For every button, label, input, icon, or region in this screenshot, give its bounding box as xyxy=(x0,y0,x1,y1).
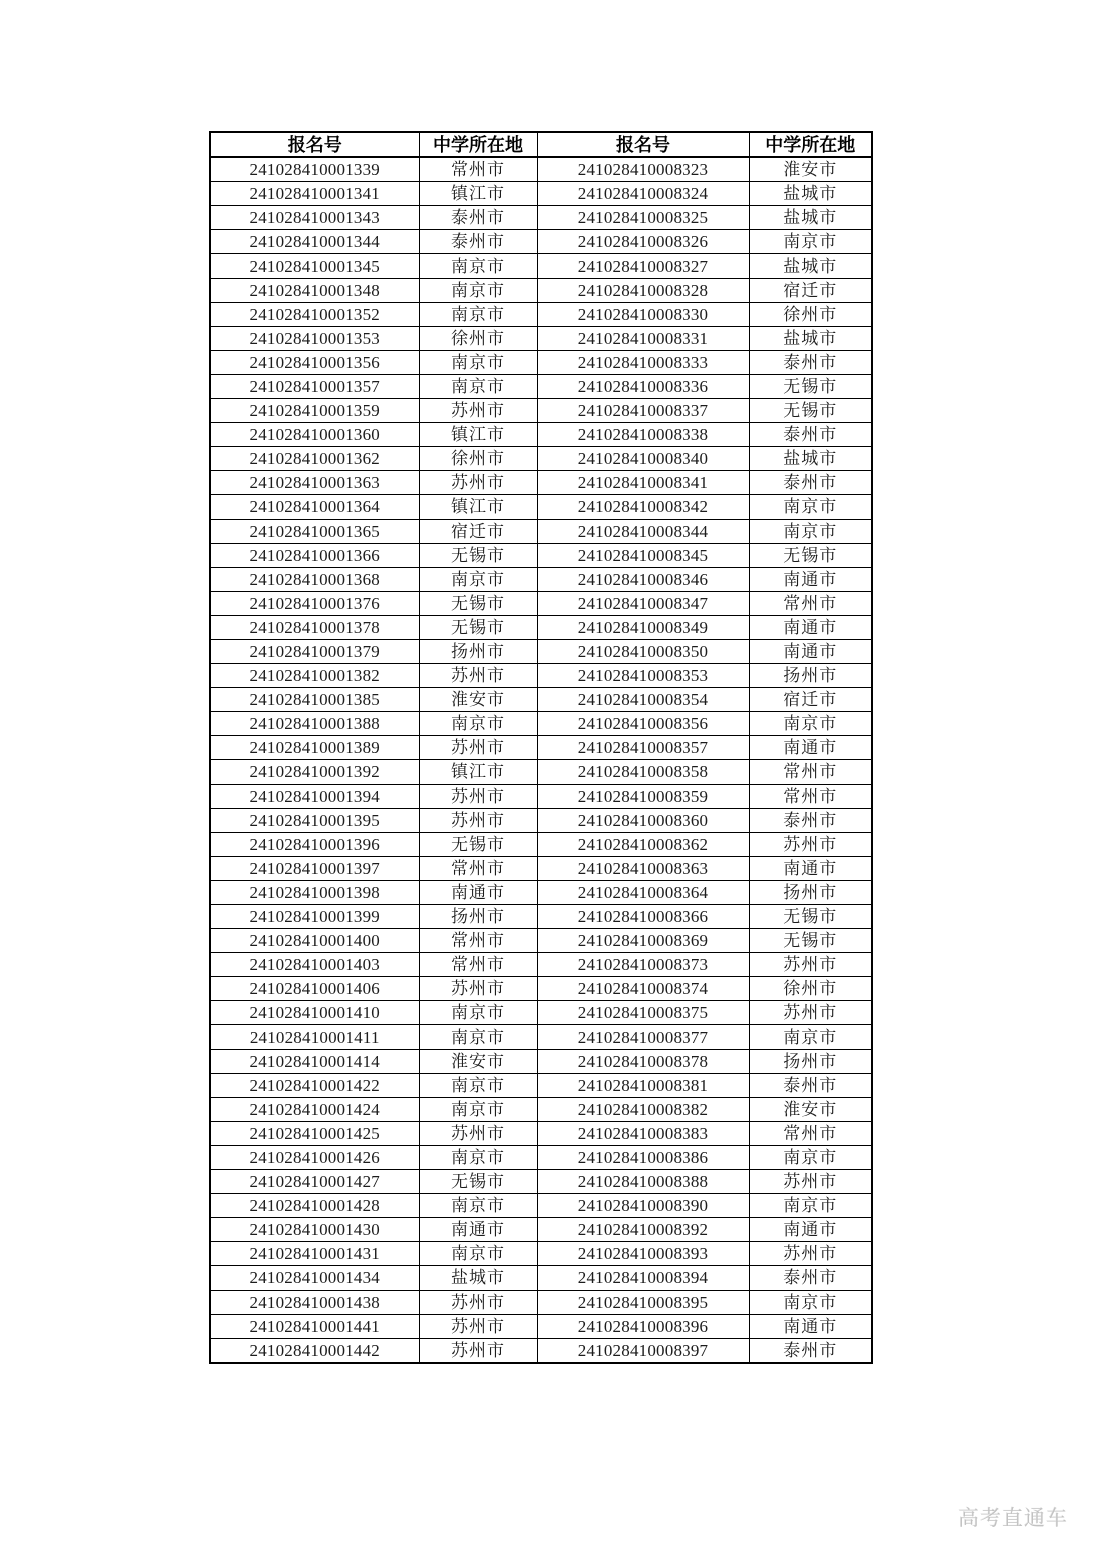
registration-number-cell: 241028410008328 xyxy=(537,278,749,302)
school-location-cell: 淮安市 xyxy=(419,688,537,712)
registration-number-cell: 241028410001396 xyxy=(210,832,419,856)
school-location-cell: 无锡市 xyxy=(749,543,872,567)
registration-number-cell: 241028410001434 xyxy=(210,1266,419,1290)
registration-number-cell: 241028410001343 xyxy=(210,206,419,230)
school-location-cell: 镇江市 xyxy=(419,495,537,519)
table-row xyxy=(210,736,872,760)
table-row xyxy=(210,374,872,398)
table-row xyxy=(210,953,872,977)
registration-number-cell: 241028410001403 xyxy=(210,953,419,977)
header-school-location-1: 中学所在地 xyxy=(419,132,537,157)
table-row xyxy=(210,1170,872,1194)
school-location-cell: 无锡市 xyxy=(749,929,872,953)
registration-number-cell: 241028410008340 xyxy=(537,447,749,471)
school-location-cell: 苏州市 xyxy=(419,1314,537,1338)
table-row xyxy=(210,1073,872,1097)
school-location-cell: 镇江市 xyxy=(419,423,537,447)
registration-number-cell: 241028410001359 xyxy=(210,399,419,423)
registration-number-cell: 241028410008363 xyxy=(537,856,749,880)
school-location-cell: 盐城市 xyxy=(749,254,872,278)
registration-number-cell: 241028410008381 xyxy=(537,1073,749,1097)
school-location-cell: 南通市 xyxy=(749,736,872,760)
school-location-cell: 常州市 xyxy=(749,1121,872,1145)
registration-number-cell: 241028410001442 xyxy=(210,1338,419,1363)
registration-number-cell: 241028410001368 xyxy=(210,567,419,591)
watermark-text: 高考直通车 xyxy=(958,1506,1068,1530)
school-location-cell: 南京市 xyxy=(749,712,872,736)
table-row xyxy=(210,157,872,182)
registration-number-cell: 241028410008356 xyxy=(537,712,749,736)
table-row xyxy=(210,1242,872,1266)
registration-number-cell: 241028410008360 xyxy=(537,808,749,832)
registration-number-cell: 241028410008338 xyxy=(537,423,749,447)
registration-number-cell: 241028410008364 xyxy=(537,880,749,904)
registration-number-cell: 241028410001400 xyxy=(210,929,419,953)
registration-number-cell: 241028410008390 xyxy=(537,1194,749,1218)
registration-number-cell: 241028410008397 xyxy=(537,1338,749,1363)
table-row xyxy=(210,688,872,712)
registration-number-cell: 241028410008366 xyxy=(537,905,749,929)
school-location-cell: 宿迁市 xyxy=(749,688,872,712)
table-row xyxy=(210,230,872,254)
school-location-cell: 苏州市 xyxy=(419,977,537,1001)
table-row xyxy=(210,1266,872,1290)
registration-number-cell: 241028410001360 xyxy=(210,423,419,447)
registration-number-cell: 241028410008331 xyxy=(537,326,749,350)
school-location-cell: 南京市 xyxy=(749,1145,872,1169)
registration-number-cell: 241028410008337 xyxy=(537,399,749,423)
table-header-row xyxy=(210,132,872,157)
registration-number-cell: 241028410001352 xyxy=(210,302,419,326)
registration-number-cell: 241028410001438 xyxy=(210,1290,419,1314)
table-row xyxy=(210,1097,872,1121)
school-location-cell: 南京市 xyxy=(419,1242,537,1266)
school-location-cell: 无锡市 xyxy=(749,399,872,423)
registration-number-cell: 241028410001406 xyxy=(210,977,419,1001)
registration-number-cell: 241028410001394 xyxy=(210,784,419,808)
school-location-cell: 扬州市 xyxy=(749,880,872,904)
registration-number-cell: 241028410008333 xyxy=(537,350,749,374)
registration-number-cell: 241028410008393 xyxy=(537,1242,749,1266)
school-location-cell: 南京市 xyxy=(419,1145,537,1169)
school-location-cell: 南通市 xyxy=(419,880,537,904)
table-row xyxy=(210,1290,872,1314)
registration-number-cell: 241028410001428 xyxy=(210,1194,419,1218)
school-location-cell: 盐城市 xyxy=(749,447,872,471)
registration-number-cell: 241028410008327 xyxy=(537,254,749,278)
table-row xyxy=(210,591,872,615)
school-location-cell: 盐城市 xyxy=(749,182,872,206)
school-location-cell: 宿迁市 xyxy=(419,519,537,543)
registration-number-cell: 241028410001395 xyxy=(210,808,419,832)
registration-number-cell: 241028410008388 xyxy=(537,1170,749,1194)
registration-number-cell: 241028410001399 xyxy=(210,905,419,929)
registration-number-cell: 241028410008396 xyxy=(537,1314,749,1338)
school-location-cell: 南通市 xyxy=(749,856,872,880)
school-location-cell: 徐州市 xyxy=(419,326,537,350)
school-location-cell: 泰州市 xyxy=(749,423,872,447)
table-row xyxy=(210,639,872,663)
registration-number-cell: 241028410008326 xyxy=(537,230,749,254)
registration-number-cell: 241028410008382 xyxy=(537,1097,749,1121)
registration-number-cell: 241028410001366 xyxy=(210,543,419,567)
registration-number-cell: 241028410001398 xyxy=(210,880,419,904)
table-row xyxy=(210,350,872,374)
registration-number-cell: 241028410008369 xyxy=(537,929,749,953)
school-location-cell: 无锡市 xyxy=(419,615,537,639)
school-location-cell: 南京市 xyxy=(749,1290,872,1314)
school-location-cell: 南通市 xyxy=(749,1314,872,1338)
school-location-cell: 南京市 xyxy=(749,1025,872,1049)
registration-number-cell: 241028410001339 xyxy=(210,157,419,182)
school-location-cell: 淮安市 xyxy=(749,157,872,182)
table-row xyxy=(210,326,872,350)
registration-number-cell: 241028410001426 xyxy=(210,1145,419,1169)
school-location-cell: 泰州市 xyxy=(419,230,537,254)
registration-number-cell: 241028410008341 xyxy=(537,471,749,495)
school-location-cell: 南通市 xyxy=(749,615,872,639)
registration-number-cell: 241028410001376 xyxy=(210,591,419,615)
registration-number-cell: 241028410008392 xyxy=(537,1218,749,1242)
school-location-cell: 南京市 xyxy=(419,1097,537,1121)
registration-number-cell: 241028410008344 xyxy=(537,519,749,543)
registration-number-cell: 241028410001392 xyxy=(210,760,419,784)
school-location-cell: 苏州市 xyxy=(419,784,537,808)
table-row xyxy=(210,495,872,519)
table-row xyxy=(210,1049,872,1073)
table-row xyxy=(210,760,872,784)
school-location-cell: 苏州市 xyxy=(749,1001,872,1025)
registration-number-cell: 241028410001410 xyxy=(210,1001,419,1025)
table-row xyxy=(210,1001,872,1025)
school-location-cell: 泰州市 xyxy=(749,808,872,832)
school-location-cell: 扬州市 xyxy=(749,664,872,688)
school-location-cell: 南通市 xyxy=(419,1218,537,1242)
registration-number-cell: 241028410001363 xyxy=(210,471,419,495)
school-location-cell: 苏州市 xyxy=(419,808,537,832)
registration-number-cell: 241028410008386 xyxy=(537,1145,749,1169)
school-location-cell: 苏州市 xyxy=(419,471,537,495)
registration-number-cell: 241028410001344 xyxy=(210,230,419,254)
registration-number-cell: 241028410001411 xyxy=(210,1025,419,1049)
registration-number-cell: 241028410001357 xyxy=(210,374,419,398)
school-location-cell: 常州市 xyxy=(749,591,872,615)
registration-number-cell: 241028410001345 xyxy=(210,254,419,278)
header-school-location-2: 中学所在地 xyxy=(749,132,872,157)
school-location-cell: 苏州市 xyxy=(749,953,872,977)
school-location-cell: 常州市 xyxy=(419,929,537,953)
registration-number-cell: 241028410001422 xyxy=(210,1073,419,1097)
registration-number-cell: 241028410001430 xyxy=(210,1218,419,1242)
registration-number-cell: 241028410001397 xyxy=(210,856,419,880)
table-body xyxy=(210,157,872,1363)
school-location-cell: 苏州市 xyxy=(419,1338,537,1363)
school-location-cell: 南京市 xyxy=(749,1194,872,1218)
table-row xyxy=(210,1025,872,1049)
table-row xyxy=(210,664,872,688)
school-location-cell: 南通市 xyxy=(749,639,872,663)
school-location-cell: 常州市 xyxy=(749,784,872,808)
school-location-cell: 南京市 xyxy=(419,302,537,326)
registration-number-cell: 241028410001414 xyxy=(210,1049,419,1073)
table-row xyxy=(210,1194,872,1218)
registration-number-cell: 241028410008357 xyxy=(537,736,749,760)
table-row xyxy=(210,302,872,326)
school-location-cell: 扬州市 xyxy=(419,639,537,663)
registration-number-cell: 241028410001348 xyxy=(210,278,419,302)
registration-number-cell: 241028410001388 xyxy=(210,712,419,736)
registration-number-cell: 241028410008395 xyxy=(537,1290,749,1314)
table-row xyxy=(210,423,872,447)
table-row xyxy=(210,543,872,567)
table-row xyxy=(210,1338,872,1363)
school-location-cell: 淮安市 xyxy=(419,1049,537,1073)
school-location-cell: 镇江市 xyxy=(419,182,537,206)
table-row xyxy=(210,1145,872,1169)
registration-number-cell: 241028410008336 xyxy=(537,374,749,398)
header-registration-number-2: 报名号 xyxy=(537,132,749,157)
school-location-cell: 苏州市 xyxy=(419,1290,537,1314)
school-location-cell: 苏州市 xyxy=(749,1170,872,1194)
school-location-cell: 苏州市 xyxy=(419,399,537,423)
school-location-cell: 徐州市 xyxy=(749,302,872,326)
registration-number-cell: 241028410001378 xyxy=(210,615,419,639)
school-location-cell: 无锡市 xyxy=(419,832,537,856)
registration-number-cell: 241028410001427 xyxy=(210,1170,419,1194)
school-location-cell: 南京市 xyxy=(419,1194,537,1218)
school-location-cell: 南京市 xyxy=(419,350,537,374)
table-row xyxy=(210,1314,872,1338)
registration-number-cell: 241028410001364 xyxy=(210,495,419,519)
school-location-cell: 南京市 xyxy=(419,567,537,591)
registration-number-cell: 241028410008324 xyxy=(537,182,749,206)
school-location-cell: 泰州市 xyxy=(749,1266,872,1290)
school-location-cell: 无锡市 xyxy=(749,374,872,398)
table-row xyxy=(210,977,872,1001)
school-location-cell: 南京市 xyxy=(419,1025,537,1049)
school-location-cell: 南京市 xyxy=(419,1001,537,1025)
school-location-cell: 泰州市 xyxy=(749,1073,872,1097)
registration-number-cell: 241028410008359 xyxy=(537,784,749,808)
table-row xyxy=(210,206,872,230)
school-location-cell: 无锡市 xyxy=(419,543,537,567)
school-location-cell: 宿迁市 xyxy=(749,278,872,302)
table-row xyxy=(210,447,872,471)
registration-number-cell: 241028410008374 xyxy=(537,977,749,1001)
school-location-cell: 苏州市 xyxy=(749,1242,872,1266)
registration-number-cell: 241028410001424 xyxy=(210,1097,419,1121)
school-location-cell: 扬州市 xyxy=(749,1049,872,1073)
school-location-cell: 苏州市 xyxy=(419,736,537,760)
school-location-cell: 无锡市 xyxy=(419,591,537,615)
table-row xyxy=(210,856,872,880)
registration-number-cell: 241028410008342 xyxy=(537,495,749,519)
school-location-cell: 无锡市 xyxy=(749,905,872,929)
registration-number-cell: 241028410008377 xyxy=(537,1025,749,1049)
registration-number-cell: 241028410001382 xyxy=(210,664,419,688)
table-row xyxy=(210,254,872,278)
table-row xyxy=(210,471,872,495)
school-location-cell: 盐城市 xyxy=(749,206,872,230)
registration-number-cell: 241028410008378 xyxy=(537,1049,749,1073)
school-location-cell: 常州市 xyxy=(419,157,537,182)
table-row xyxy=(210,1121,872,1145)
school-location-cell: 常州市 xyxy=(419,953,537,977)
table-row xyxy=(210,712,872,736)
table-row xyxy=(210,567,872,591)
registration-number-cell: 241028410001441 xyxy=(210,1314,419,1338)
registration-number-cell: 241028410008330 xyxy=(537,302,749,326)
table-row xyxy=(210,1218,872,1242)
table-row xyxy=(210,784,872,808)
registration-number-cell: 241028410008394 xyxy=(537,1266,749,1290)
registration-number-cell: 241028410008349 xyxy=(537,615,749,639)
registration-number-cell: 241028410001356 xyxy=(210,350,419,374)
school-location-cell: 南京市 xyxy=(419,374,537,398)
school-location-cell: 淮安市 xyxy=(749,1097,872,1121)
school-location-cell: 盐城市 xyxy=(419,1266,537,1290)
school-location-cell: 镇江市 xyxy=(419,760,537,784)
school-location-cell: 南京市 xyxy=(749,230,872,254)
registration-number-cell: 241028410001362 xyxy=(210,447,419,471)
table-row xyxy=(210,519,872,543)
registration-number-cell: 241028410008362 xyxy=(537,832,749,856)
school-location-cell: 南京市 xyxy=(749,519,872,543)
school-location-cell: 南通市 xyxy=(749,1218,872,1242)
registration-number-cell: 241028410008346 xyxy=(537,567,749,591)
school-location-cell: 苏州市 xyxy=(419,1121,537,1145)
registration-number-cell: 241028410001341 xyxy=(210,182,419,206)
table-row xyxy=(210,182,872,206)
registration-table xyxy=(209,131,873,1364)
registration-number-cell: 241028410008347 xyxy=(537,591,749,615)
school-location-cell: 扬州市 xyxy=(419,905,537,929)
table-row xyxy=(210,832,872,856)
school-location-cell: 徐州市 xyxy=(749,977,872,1001)
header-registration-number-1: 报名号 xyxy=(210,132,419,157)
school-location-cell: 泰州市 xyxy=(419,206,537,230)
registration-number-cell: 241028410008383 xyxy=(537,1121,749,1145)
table-row xyxy=(210,615,872,639)
school-location-cell: 苏州市 xyxy=(419,664,537,688)
registration-number-cell: 241028410001379 xyxy=(210,639,419,663)
registration-number-cell: 241028410001385 xyxy=(210,688,419,712)
school-location-cell: 盐城市 xyxy=(749,326,872,350)
school-location-cell: 泰州市 xyxy=(749,350,872,374)
table-row xyxy=(210,278,872,302)
registration-number-cell: 241028410008358 xyxy=(537,760,749,784)
registration-number-cell: 241028410001353 xyxy=(210,326,419,350)
table-row xyxy=(210,808,872,832)
table-row xyxy=(210,399,872,423)
school-location-cell: 南通市 xyxy=(749,567,872,591)
school-location-cell: 南京市 xyxy=(419,278,537,302)
registration-number-cell: 241028410001425 xyxy=(210,1121,419,1145)
registration-number-cell: 241028410001431 xyxy=(210,1242,419,1266)
school-location-cell: 苏州市 xyxy=(749,832,872,856)
registration-number-cell: 241028410008354 xyxy=(537,688,749,712)
school-location-cell: 泰州市 xyxy=(749,471,872,495)
registration-number-cell: 241028410001365 xyxy=(210,519,419,543)
school-location-cell: 南京市 xyxy=(419,1073,537,1097)
school-location-cell: 泰州市 xyxy=(749,1338,872,1363)
registration-number-cell: 241028410008350 xyxy=(537,639,749,663)
school-location-cell: 常州市 xyxy=(749,760,872,784)
registration-number-cell: 241028410008373 xyxy=(537,953,749,977)
registration-number-cell: 241028410008375 xyxy=(537,1001,749,1025)
registration-number-cell: 241028410008323 xyxy=(537,157,749,182)
school-location-cell: 常州市 xyxy=(419,856,537,880)
school-location-cell: 南京市 xyxy=(419,254,537,278)
registration-number-cell: 241028410001389 xyxy=(210,736,419,760)
table-row xyxy=(210,905,872,929)
table-row xyxy=(210,880,872,904)
school-location-cell: 徐州市 xyxy=(419,447,537,471)
registration-number-cell: 241028410008325 xyxy=(537,206,749,230)
table-row xyxy=(210,929,872,953)
school-location-cell: 无锡市 xyxy=(419,1170,537,1194)
school-location-cell: 南京市 xyxy=(749,495,872,519)
registration-number-cell: 241028410008345 xyxy=(537,543,749,567)
school-location-cell: 南京市 xyxy=(419,712,537,736)
registration-number-cell: 241028410008353 xyxy=(537,664,749,688)
